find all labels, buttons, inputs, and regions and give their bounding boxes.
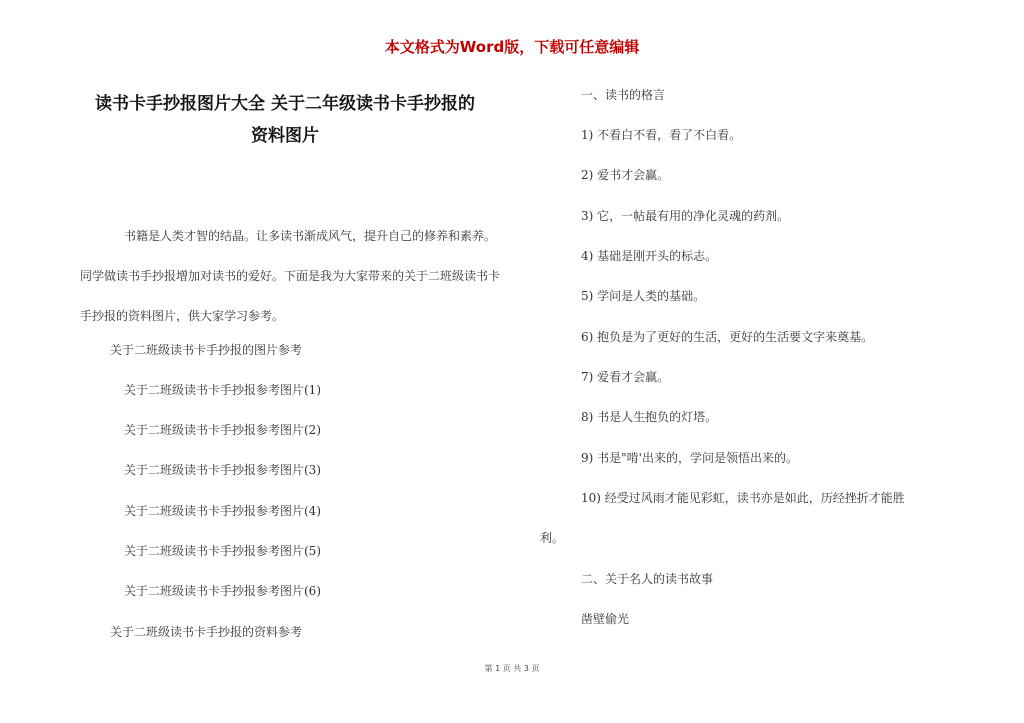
article-title-line2: 资料图片 <box>251 126 319 146</box>
story-title: 凿壁偷光 <box>581 612 630 626</box>
image-reference-2: 关于二班级读书卡手抄报参考图片(2) <box>124 423 321 437</box>
motto-item-10-continuation: 利。 <box>540 531 565 545</box>
motto-item-8: 8) 书是人生抱负的灯塔。 <box>581 410 718 424</box>
motto-item-1: 1) 不看白不看，看了不白看。 <box>581 128 742 142</box>
section-heading-reading-mottos: 一、读书的格言 <box>581 88 666 102</box>
editable-notice-banner: 本文格式为Word版，下载可任意编辑 <box>384 38 640 56</box>
image-reference-6: 关于二班级读书卡手抄报参考图片(6) <box>124 584 321 598</box>
article-title-line1: 读书卡手抄报图片大全 关于二年级读书卡手抄报的 <box>95 94 475 114</box>
motto-item-2: 2) 爱书才会赢。 <box>581 168 670 182</box>
heading-image-references: 关于二班级读书卡手抄报的图片参考 <box>110 343 303 357</box>
motto-item-3: 3) 它，一帖最有用的净化灵魂的药剂。 <box>581 209 790 223</box>
motto-item-7: 7) 爱看才会赢。 <box>581 370 670 384</box>
page-number: 第 1 页 共 3 页 <box>484 664 540 673</box>
section-heading-famous-reading-stories: 二、关于名人的读书故事 <box>581 572 714 586</box>
image-reference-3: 关于二班级读书卡手抄报参考图片(3) <box>124 463 321 477</box>
intro-paragraph <box>80 216 500 336</box>
image-reference-4: 关于二班级读书卡手抄报参考图片(4) <box>124 504 321 518</box>
article-title-block <box>60 88 510 152</box>
motto-item-4: 4) 基础是刚开头的标志。 <box>581 249 718 263</box>
motto-item-5: 5) 学问是人类的基础。 <box>581 289 706 303</box>
motto-item-9: 9) 书是"啃'出来的，学问是领悟出来的。 <box>581 451 798 465</box>
intro-text: 书籍是人类才智的结晶。让多读书渐成风气，提升自己的修养和素养。同学做读书手抄报增加对读书的爱好。下面是我为大家带来的关于二班级读书卡手抄报的资料图片，供大家学习参考。 <box>80 229 501 323</box>
motto-item-10: 10) 经受过风雨才能见彩虹，读书亦是如此，历经挫折才能胜 <box>581 491 905 505</box>
motto-item-6: 6) 抱负是为了更好的生活，更好的生活要文字来奠基。 <box>581 330 874 344</box>
image-reference-1: 关于二班级读书卡手抄报参考图片(1) <box>124 383 321 397</box>
heading-material-references: 关于二班级读书卡手抄报的资料参考 <box>110 625 303 639</box>
image-reference-5: 关于二班级读书卡手抄报参考图片(5) <box>124 544 321 558</box>
